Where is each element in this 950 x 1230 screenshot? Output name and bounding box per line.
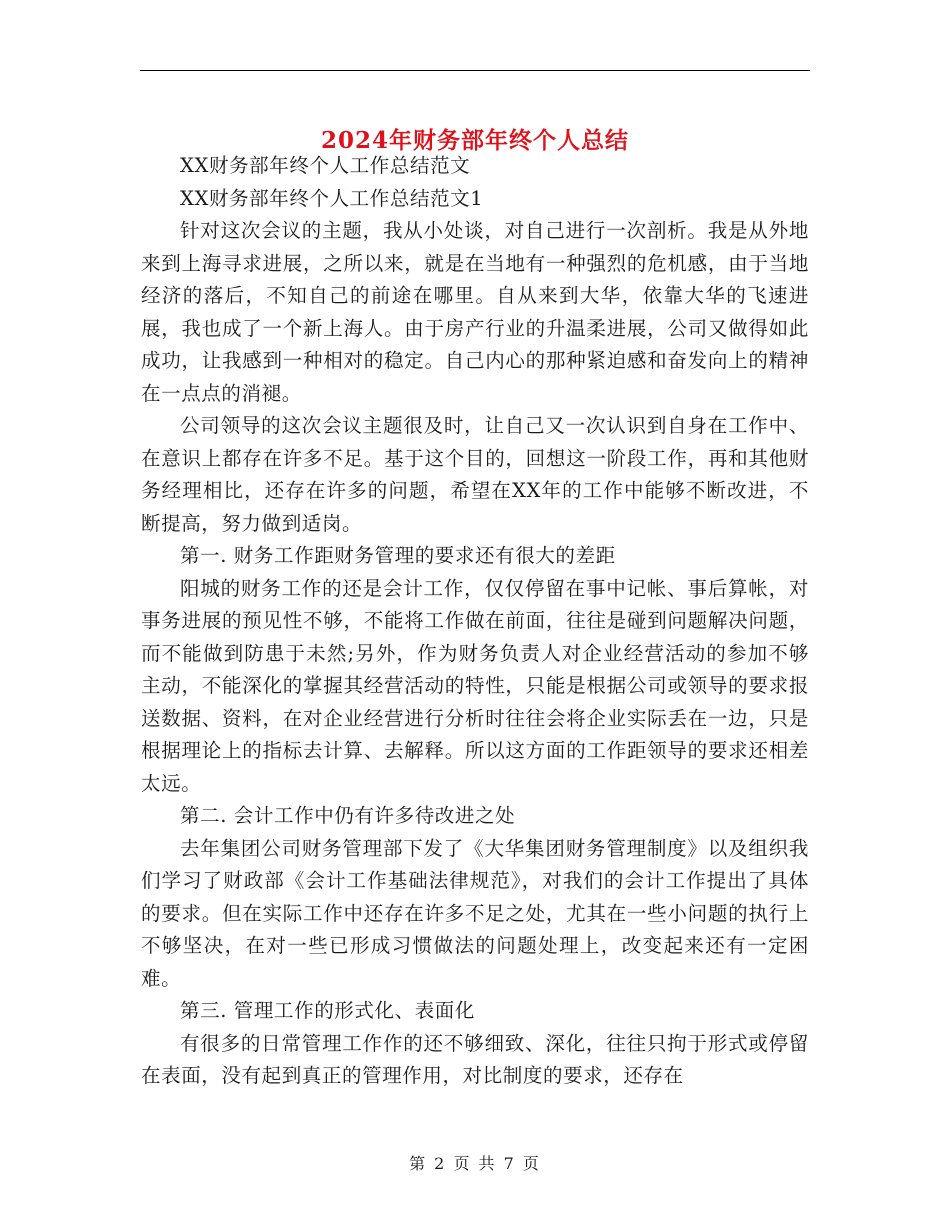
section-heading-2: 第二. 会计工作中仍有许多待改进之处 [180, 804, 516, 827]
paragraph-subtitle: XX财务部年终个人工作总结范文 [180, 154, 471, 177]
header-rule [140, 70, 810, 71]
paragraph: 针对这次会议的主题，我从小处谈，对自己进行一次剖析。我是从外地来到上海寻求进展，之所以来，就是在当地有一种强烈的危机感，由于当地经济的落后，不知自己的前途在哪里。自从来到大华，依靠大华的飞速进展，我也成了一个新上海人。由于房产行业的升温柔进展，公司又做得如此成功，让我感到一种相对的稳定。自己内心的那种紧迫感和奋发向上的精神在一点点的消褪。 [141, 219, 809, 405]
document-title: 2024年财务部年终个人总结 [320, 127, 629, 155]
paragraph: 去年集团公司财务管理部下发了《大华集团财务管理制度》以及组织我们学习了财政部《会计工作基础法律规范》，对我们的会计工作提出了具体的要求。但在实际工作中还存在许多不足之处，尤其在一些小问题的执行上不够坚决，在对一些已形成习惯做法的问题处理上，改变起来还有一定困难。 [141, 836, 809, 990]
paragraph: 阳城的财务工作的还是会计工作，仅仅停留在事中记帐、事后算帐，对事务进展的预见性不够，不能将工作做在前面，往往是碰到问题解决问题，而不能做到防患于未然;另外，作为财务负责人对企业经营活动的参加不够主动，不能深化的掌握其经营活动的特性，只能是根据公司或领导的要求报送数据、资料，在对企业经营进行分析时往往会将企业实际丢在一边，只是根据理论上的指标去计算、去解释。所以这方面的工作距领导的要求还相差太远。 [141, 576, 809, 795]
paragraph-subtitle-1: XX财务部年终个人工作总结范文1 [180, 186, 484, 210]
page-footer: 第 2 页 共 7 页 [409, 1154, 541, 1173]
section-heading-1: 第一. 财务工作距财务管理的要求还有很大的差距 [180, 544, 616, 567]
document-body [141, 150, 809, 1093]
section-heading-3: 第三. 管理工作的形式化、表面化 [180, 999, 475, 1022]
paragraph: 公司领导的这次会议主题很及时，让自己又一次认识到自身在工作中、在意识上都存在许多不足。基于这个目的，回想这一阶段工作，再和其他财务经理相比，还存在许多的问题，希望在XX年的工作中能够不断改进，不断提高，努力做到适岗。 [141, 414, 809, 535]
paragraph: 有很多的日常管理工作作的还不够细致、深化，往往只拘于形式或停留在表面，没有起到真正的管理作用，对比制度的要求，还存在 [141, 1031, 809, 1087]
